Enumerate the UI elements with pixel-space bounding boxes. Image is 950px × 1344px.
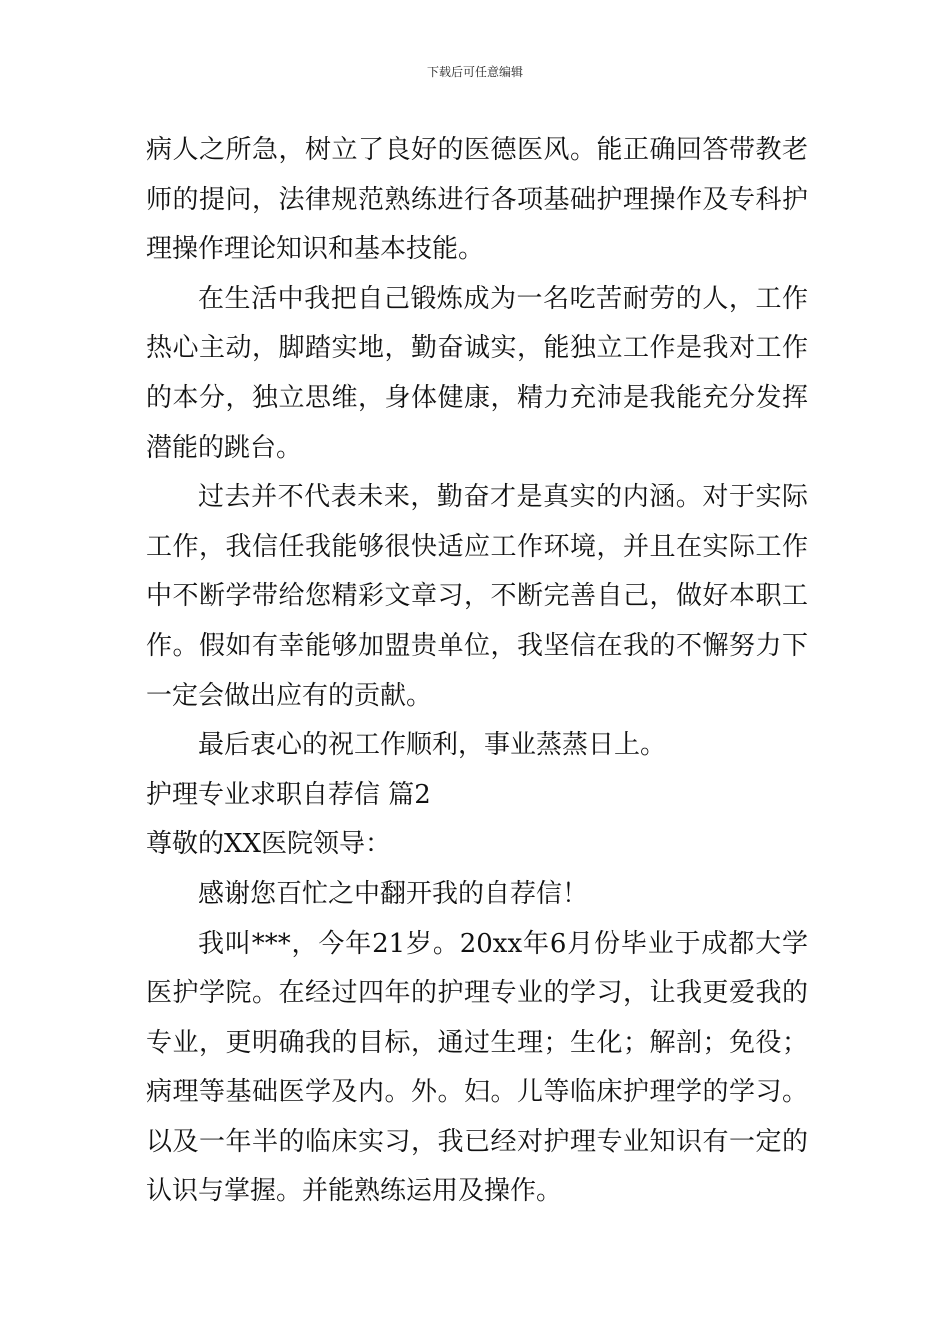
text-line: 最后衷心的祝工作顺利，事业蒸蒸日上。 [198, 730, 667, 761]
section-heading: 护理专业求职自荐信 篇2 [146, 779, 431, 810]
text-line: 以及一年半的临床实习，我已经对护理专业知识有一定的 [146, 1126, 808, 1157]
text-line: 过去并不代表未来，勤奋才是真实的内涵。对于实际 [198, 482, 808, 513]
text-line: 医护学院。在经过四年的护理专业的学习，让我更爱我的 [146, 978, 808, 1009]
document-body [146, 126, 808, 1217]
text-line: 专业，更明确我的目标，通过生理；生化；解剖；免役； [146, 1027, 808, 1058]
text-line: 潜能的跳台。 [146, 432, 303, 463]
text-line: 中不断学带给您精彩文章习，不断完善自己，做好本职工 [146, 581, 808, 612]
salutation: 尊敬的XX医院领导： [146, 829, 392, 860]
text-line: 感谢您百忙之中翻开我的自荐信！ [198, 878, 589, 909]
text-line: 病理等基础医学及内。外。妇。儿等临床护理学的学习。 [146, 1077, 808, 1108]
text-line: 热心主动，脚踏实地，勤奋诚实，能独立工作是我对工作 [146, 333, 808, 364]
text-line: 理操作理论知识和基本技能。 [146, 234, 485, 265]
text-line: 的本分，独立思维，身体健康，精力充沛是我能充分发挥 [146, 382, 808, 413]
text-line: 我叫***，今年21岁。20xx年6月份毕业于成都大学 [198, 928, 808, 959]
text-line: 认识与掌握。并能熟练运用及操作。 [146, 1176, 563, 1207]
text-line: 一定会做出应有的贡献。 [146, 680, 433, 711]
text-line: 工作，我信任我能够很快适应工作环境，并且在实际工作 [146, 531, 808, 562]
text-line: 在生活中我把自己锻炼成为一名吃苦耐劳的人，工作 [198, 283, 808, 314]
text-line: 病人之所急，树立了良好的医德医风。能正确回答带教老 [146, 135, 808, 165]
text-line: 师的提问，法律规范熟练进行各项基础护理操作及专科护 [146, 184, 808, 215]
text-line: 作。假如有幸能够加盟贵单位，我坚信在我的不懈努力下 [146, 630, 808, 661]
page-header: 下载后可任意编辑 [426, 65, 523, 79]
